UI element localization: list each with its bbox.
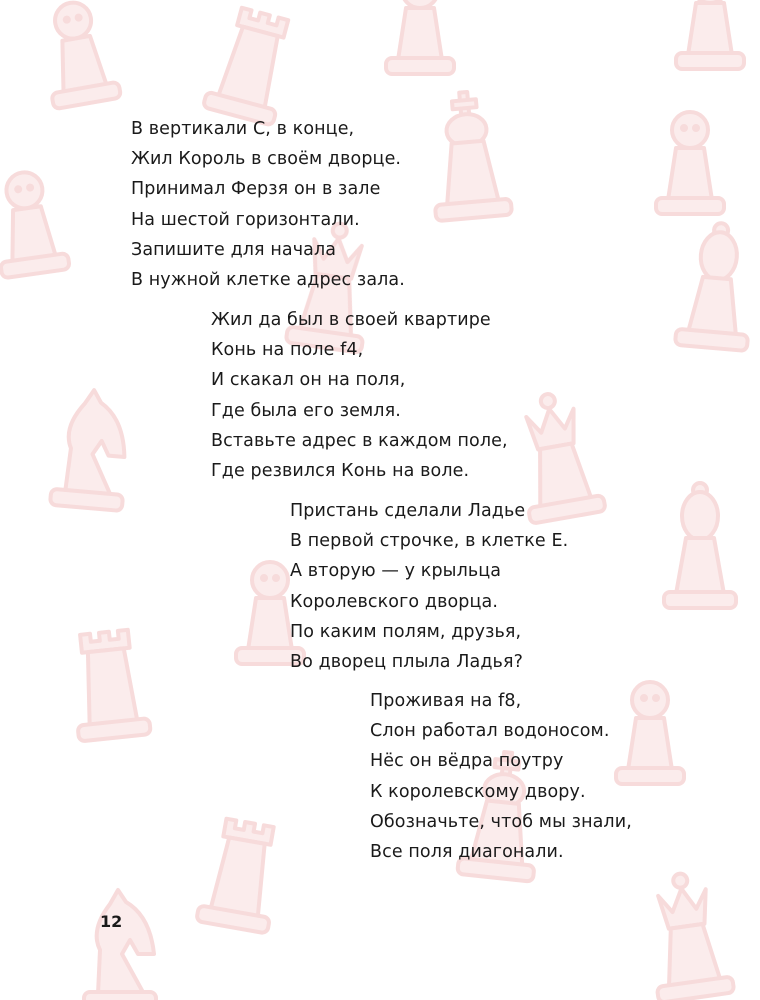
page-number: 12 [100, 912, 123, 931]
pawn-icon [386, 0, 454, 74]
poem-line: Где резвился Конь на воле. [211, 461, 470, 482]
bishop-icon [664, 483, 736, 608]
pawn-icon [0, 168, 70, 278]
knight-icon [50, 387, 132, 511]
poem-line: Обозначьте, чтоб мы знали, [370, 811, 632, 832]
poem-stanza-king [131, 114, 405, 295]
poem-line: Королевского дворца. [290, 591, 499, 612]
pawn-icon [36, 0, 121, 109]
poem-line: Проживая на f8, [370, 691, 522, 711]
knight-icon [84, 890, 156, 1000]
rook-icon [196, 817, 285, 934]
bishop-icon [675, 220, 758, 351]
pawn-icon [656, 112, 724, 214]
poem-line: Запишите для начала [131, 239, 337, 260]
poem-stanza-knight [211, 305, 508, 486]
poem-stanza-rook [290, 496, 568, 677]
poem-line: И скакал он на поля, [211, 370, 406, 391]
poem-stanza-bishop [370, 686, 632, 867]
poem-line: А вторую — у крыльца [290, 561, 502, 582]
rook-icon [68, 629, 151, 742]
poem-line: Жил да был в своей квартире [211, 310, 491, 330]
poem-line: К королевскому двору. [370, 781, 586, 802]
poem-line: Во дворец плыла Ладья? [290, 652, 523, 673]
pawn-icon [676, 0, 744, 69]
poem-line: По каким полям, друзья, [290, 621, 522, 642]
poem-line: На шестой горизонтали. [131, 209, 360, 230]
poem-line: Нёс он вёдра поутру [370, 751, 564, 772]
poem-line: В первой строчке, в клетке Е. [290, 531, 569, 552]
poem-line: Жил Король в своём дворце. [131, 149, 402, 170]
poem-line: Конь на поле f4, [211, 340, 364, 361]
poem-line: Слон работал водоносом. [370, 721, 610, 742]
queen-icon [642, 868, 735, 1000]
poem-line: В нужной клетке адрес зала. [131, 270, 405, 291]
poem-line: В вертикали С, в конце, [131, 119, 355, 139]
poem-line: Все поля диагонали. [370, 842, 564, 863]
rook-icon [203, 5, 300, 126]
king-icon [425, 89, 512, 221]
poem-line: Пристань сделали Ладье [290, 501, 526, 521]
poem-line: Принимал Ферзя он в зале [131, 179, 381, 200]
poem-line: Вставьте адрес в каждом поле, [211, 430, 508, 451]
poem-line: Где была его земля. [211, 400, 401, 421]
